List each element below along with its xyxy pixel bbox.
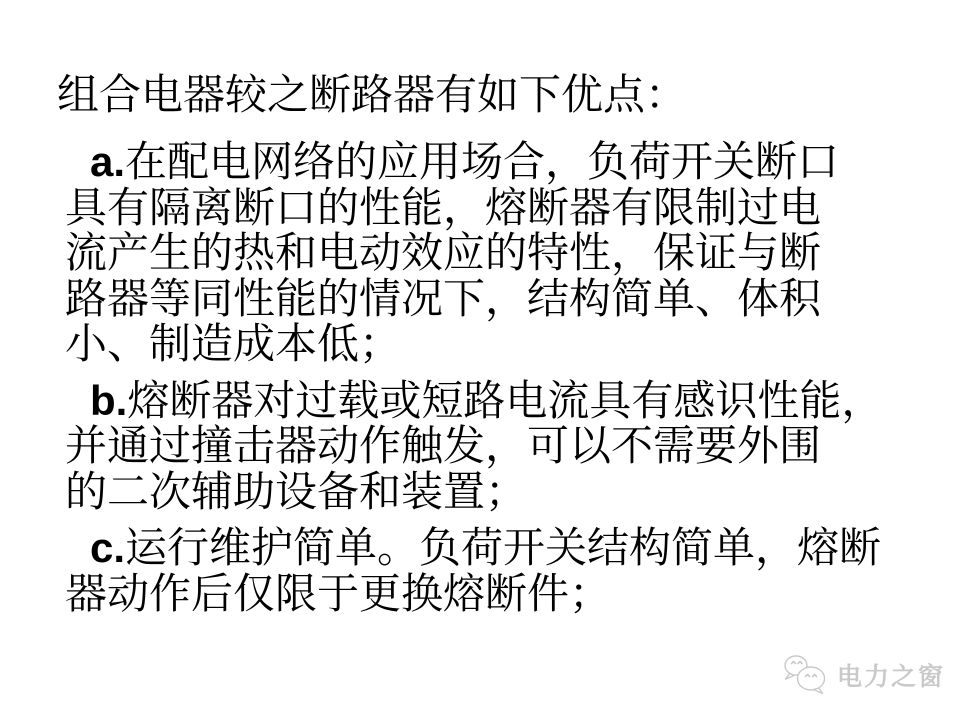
bullet-item-a: [65, 139, 937, 369]
bullet-b-line-1: [65, 378, 937, 426]
bullet-b-text: 熔断器对过载或短路电流具有感识性能，: [127, 378, 884, 425]
bullet-item-b: [65, 378, 937, 517]
bullet-b-line-3: 的二次辅助设备和装置；: [65, 469, 528, 516]
bullet-b-label: b.: [90, 376, 128, 424]
bullet-c-label: c.: [90, 524, 126, 571]
bullet-a-text: 在配电网络的应用场合，负荷开关断口: [125, 140, 840, 186]
slide-title: 组合电器较之断路器有如下优点：: [57, 73, 688, 119]
bullet-c-line-2: 器动作后仅限于更换熔断件；: [65, 571, 612, 618]
wechat-icon: [782, 652, 830, 698]
slide-text-block: [57, 74, 937, 618]
bullet-item-c: [65, 525, 937, 618]
bullet-a-line-3: 流产生的热和电动效应的特性，保证与断: [65, 231, 822, 277]
bullet-a-line-1: [65, 139, 937, 187]
bullet-a-line-4: 路器等同性能的情况下，结构简单、体积: [65, 276, 822, 323]
bullet-a-label: a.: [90, 138, 126, 185]
bullet-c-text: 运行维护简单。负荷开关结构简单，熔断: [125, 526, 882, 572]
watermark-text: 电力之窗: [837, 663, 946, 691]
bullet-a-line-2: 具有隔离断口的性能，熔断器有限制过电: [65, 185, 822, 232]
bullet-c-line-1: [65, 525, 937, 573]
bullet-a-line-5: 小、制造成本低；: [65, 322, 402, 368]
bullet-b-line-2: 并通过撞击器动作触发，可以不需要外围: [65, 424, 822, 470]
watermark: [782, 652, 945, 698]
